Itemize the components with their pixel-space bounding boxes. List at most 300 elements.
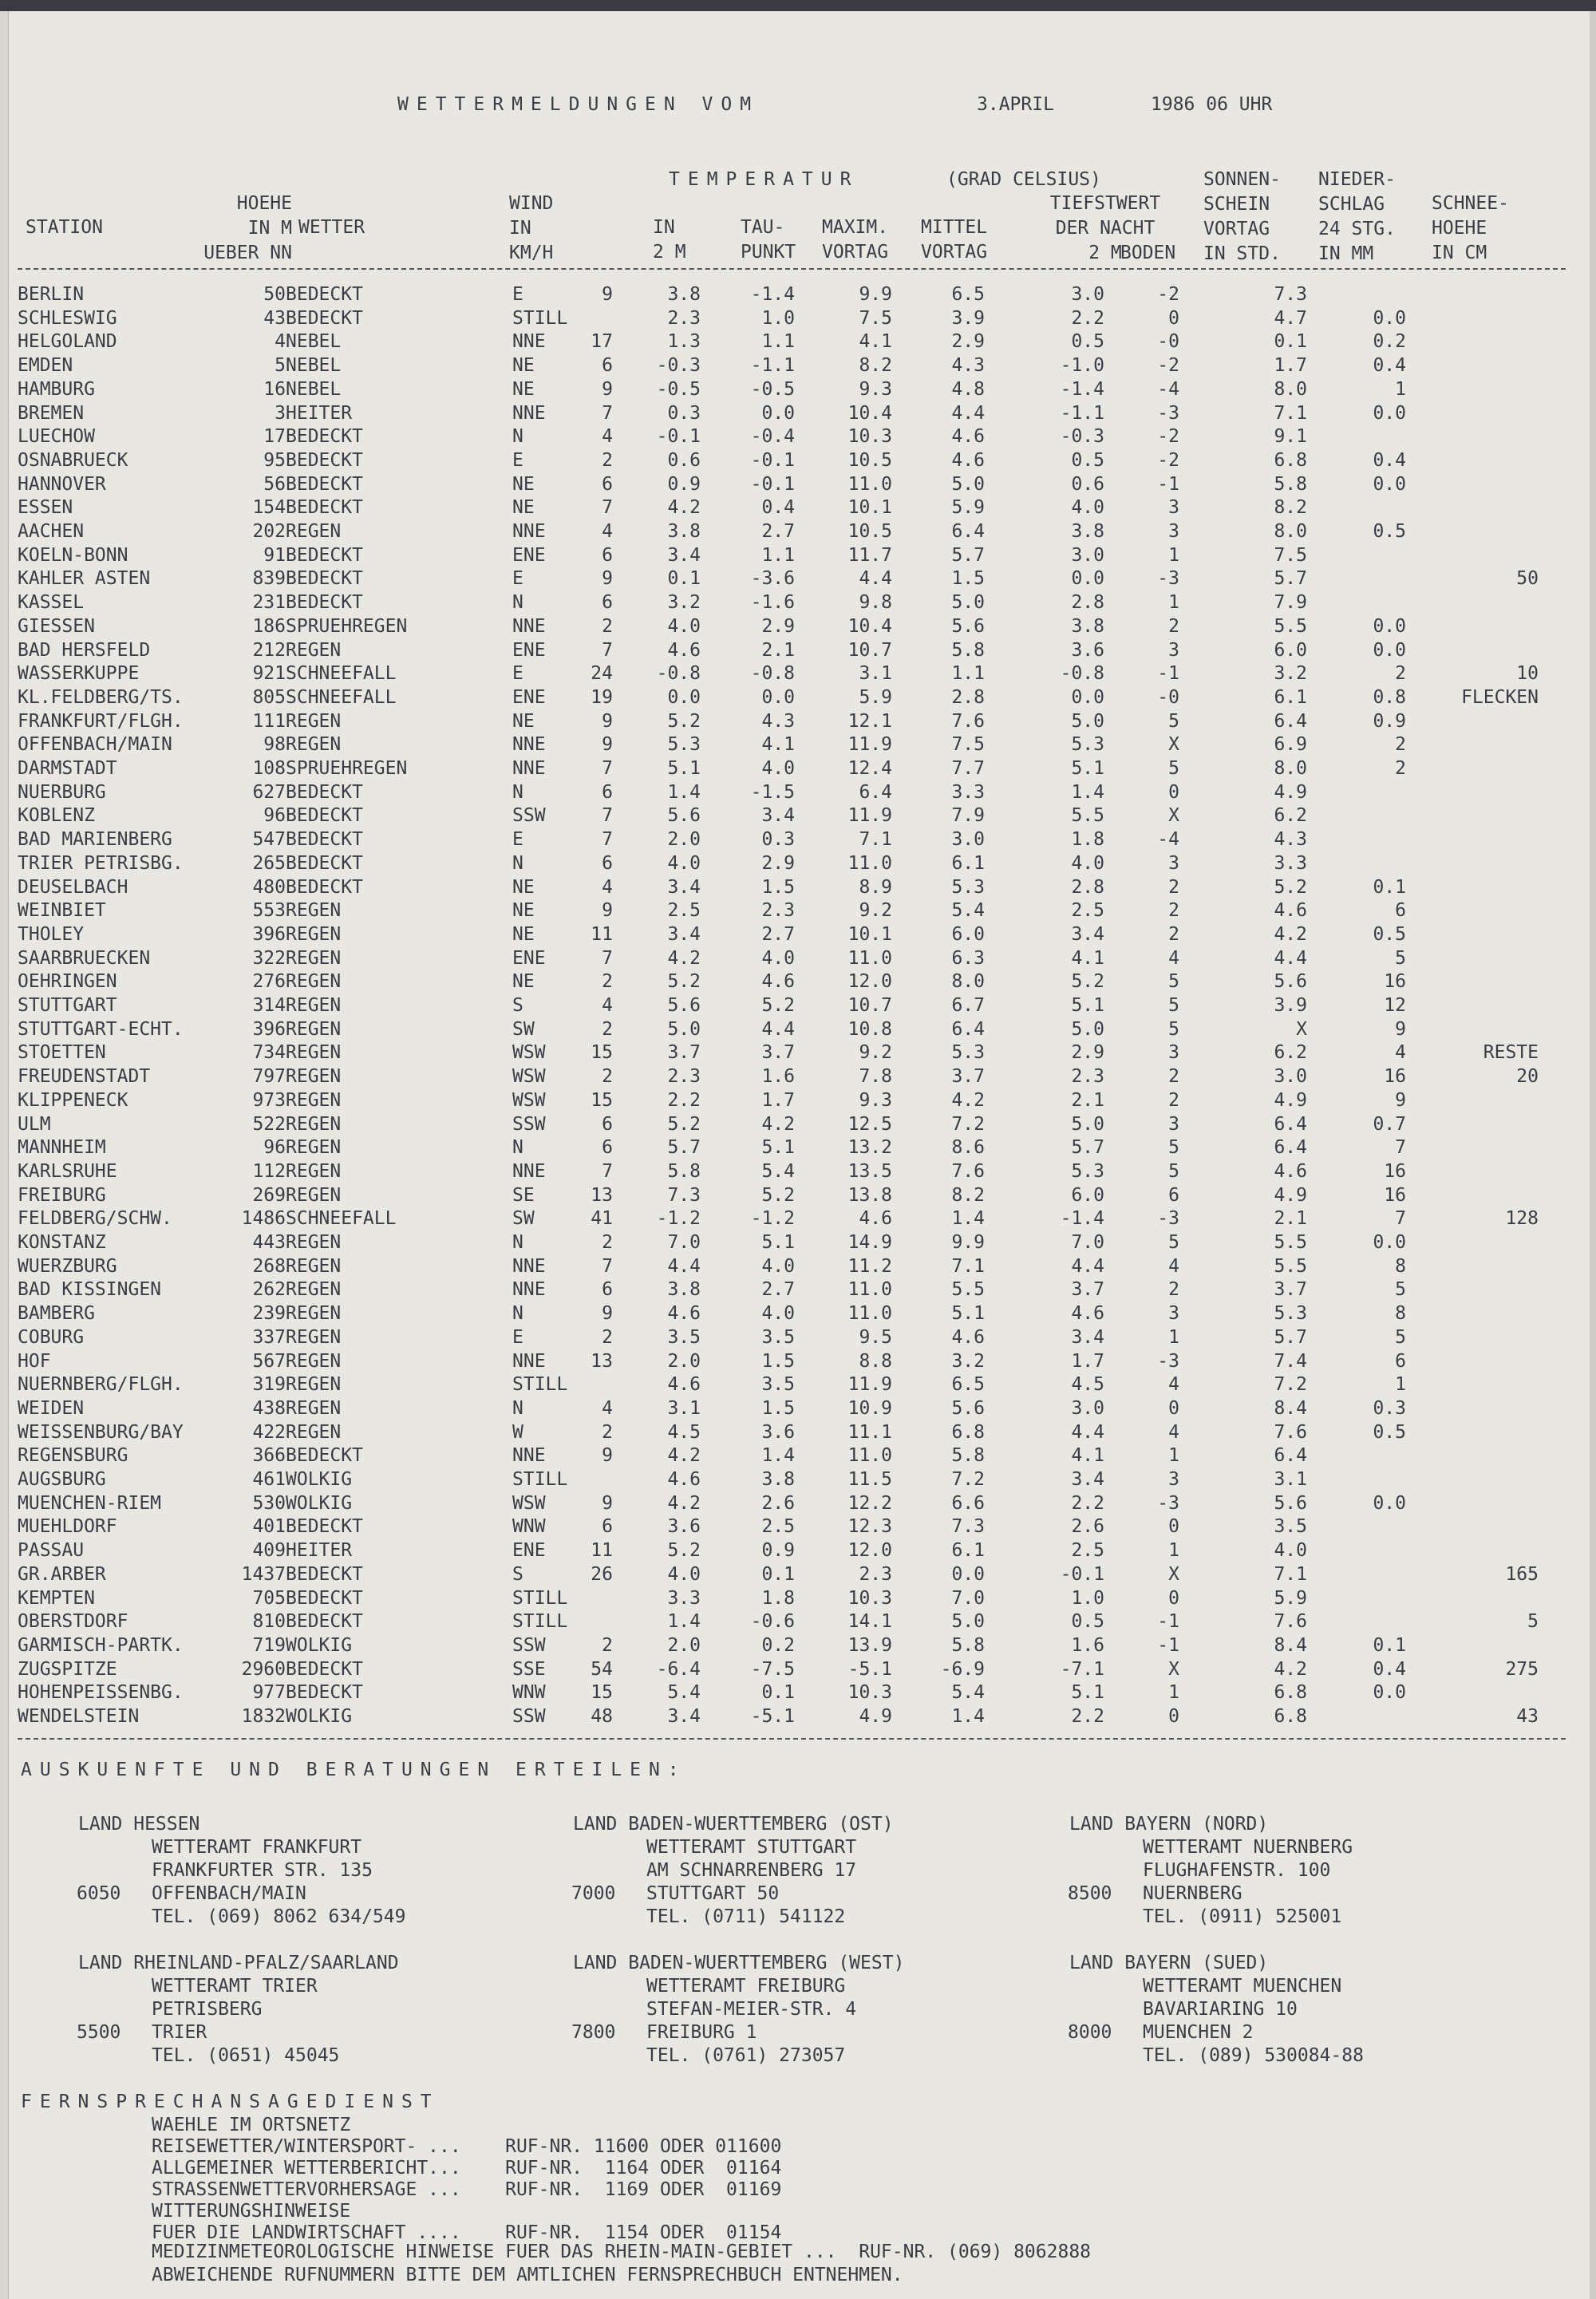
title-time: 1986 06 UHR [1151,94,1273,115]
cell-in-2m: 5.7 [667,1137,701,1159]
table-row [14,591,1578,614]
cell-tiefst: 0.5 [1071,331,1104,353]
header-in-2m: IN 2 M [653,217,686,263]
cell-wind-dir: ENE [512,686,546,708]
cell-wetter: REGEN [286,1137,342,1159]
cell-sonne: 3.1 [1274,1469,1307,1490]
auskunft-tel: TEL. (0651) 45045 [152,2045,340,2066]
cell-wind-dir: NE [512,497,535,519]
cell-wetter: WOLKIG [286,1634,353,1656]
cell-wind-spd: 9 [602,284,613,305]
cell-station: ULM [18,1113,51,1135]
cell-station: BAD MARIENBERG [18,829,172,851]
cell-hoehe: 567 [252,1350,286,1372]
cell-wind-dir: SW [512,1018,535,1040]
cell-boden: 3 [1168,1113,1179,1135]
header-temperatur: TEMPERATUR [669,169,859,190]
table-row [14,1017,1578,1041]
cell-in-2m: 2.2 [667,1089,701,1111]
cell-wetter: SCHNEEFALL [286,663,397,685]
cell-hoehe: 366 [252,1445,286,1467]
cell-wind-dir: NNE [512,521,546,542]
cell-wind-dir: S [512,1563,523,1585]
cell-schnee: RESTE [1483,1042,1539,1064]
cell-taupunkt: 5.1 [761,1232,795,1253]
cell-sonne: 6.8 [1274,1682,1307,1704]
cell-wetter: BEDECKT [286,1445,363,1467]
cell-mittel: 5.8 [951,639,985,661]
cell-wetter: HEITER [286,402,353,424]
cell-taupunkt: 3.5 [761,1374,795,1396]
cell-in-2m: 4.0 [667,852,701,874]
cell-in-2m: 3.2 [667,592,701,614]
cell-wind-spd: 7 [602,829,613,851]
table-row [14,330,1578,354]
cell-mittel: 7.2 [951,1113,985,1135]
cell-boden: 0 [1168,1587,1179,1609]
cell-hoehe: 276 [252,971,286,993]
cell-nieder: 0.1 [1373,876,1406,898]
cell-taupunkt: 1.5 [761,1397,795,1419]
cell-nieder: 0.4 [1373,1658,1406,1680]
cell-boden: -1 [1157,473,1179,495]
cell-in-2m: 7.3 [667,1184,701,1206]
cell-tiefst: 3.4 [1071,923,1104,945]
cell-nieder: 1 [1395,378,1406,400]
cell-wind-dir: WSW [512,1066,546,1088]
cell-taupunkt: 2.6 [761,1492,795,1514]
table-row [14,377,1578,401]
table-row [14,875,1578,899]
cell-wetter: WOLKIG [286,1469,353,1490]
cell-schnee: 5 [1527,1611,1539,1633]
cell-taupunkt: -0.4 [750,426,795,448]
cell-hoehe: 96 [263,1137,286,1159]
cell-boden: -3 [1157,1492,1179,1514]
cell-boden: 0 [1168,1516,1179,1538]
cell-wind-spd: 9 [602,1492,613,1514]
cell-boden: 4 [1168,947,1179,969]
cell-mittel: 3.7 [951,1066,985,1088]
cell-tiefst: -1.1 [1060,402,1104,424]
cell-sonne: 5.2 [1274,876,1307,898]
cell-wind-dir: W [512,1421,523,1443]
table-row [14,1230,1578,1254]
cell-in-2m: 2.0 [667,1634,701,1656]
cell-boden: 2 [1168,876,1179,898]
table-row [14,282,1578,306]
cell-mittel: 4.2 [951,1089,985,1111]
cell-taupunkt: 5.2 [761,1184,795,1206]
cell-wind-dir: NNE [512,1445,546,1467]
cell-sonne: 7.5 [1274,544,1307,566]
cell-hoehe: 1832 [241,1706,286,1727]
table-row [14,1065,1578,1088]
cell-mittel: 7.2 [951,1469,985,1490]
cell-wetter: REGEN [286,1303,342,1325]
cell-wind-dir: SSE [512,1658,546,1680]
cell-sonne: 7.2 [1274,1374,1307,1396]
cell-hoehe: 265 [252,852,286,874]
cell-mittel: 8.0 [951,971,985,993]
cell-wind-dir: NNE [512,402,546,424]
cell-boden: -2 [1157,284,1179,305]
cell-schnee: 43 [1516,1706,1539,1727]
table-row [14,1444,1578,1467]
cell-taupunkt: 0.2 [761,1634,795,1656]
cell-wetter: HEITER [286,1540,353,1562]
cell-wind-spd: 24 [591,663,613,685]
auskunft-land: LAND RHEINLAND-PFALZ/SAARLAND [78,1953,399,1973]
cell-wetter: BEDECKT [286,1563,363,1585]
cell-tiefst: 1.0 [1071,1587,1104,1609]
cell-hoehe: 480 [252,876,286,898]
cell-hoehe: 396 [252,1018,286,1040]
cell-in-2m: 4.5 [667,1421,701,1443]
header-sonnenschein: SONNEN- SCHEIN VORTAG IN STD. [1203,169,1281,264]
cell-in-2m: -0.3 [656,355,701,377]
cell-wind-spd: 6 [602,1516,613,1538]
cell-station: KAHLER ASTEN [18,568,151,590]
cell-maxim: 4.1 [859,331,892,353]
cell-station: EMDEN [18,355,73,377]
cell-boden: -4 [1157,829,1179,851]
cell-station: OSNABRUECK [18,449,128,471]
cell-wetter: REGEN [286,1018,342,1040]
scan-top-border [0,0,1596,11]
fernsprech-line: WITTERUNGSHINWEISE [152,2201,351,2222]
cell-wind-spd: 6 [602,592,613,614]
cell-wind-dir: NNE [512,1160,546,1182]
cell-hoehe: 2960 [241,1658,286,1680]
header-schneehoehe: SCHNEE- HOEHE IN CM [1432,193,1509,263]
cell-hoehe: 108 [252,758,286,779]
cell-mittel: 6.1 [951,852,985,874]
cell-taupunkt: 2.9 [761,615,795,637]
cell-taupunkt: 3.4 [761,805,795,827]
cell-mittel: 2.9 [951,331,985,353]
cell-boden: 3 [1168,639,1179,661]
cell-hoehe: 319 [252,1374,286,1396]
cell-hoehe: 973 [252,1089,286,1111]
cell-wind-dir: NNE [512,1279,546,1301]
cell-wetter: REGEN [286,1326,342,1348]
cell-station: STUTTGART [18,995,117,1016]
cell-wind-spd: 7 [602,497,613,519]
cell-sonne: 5.5 [1274,1232,1307,1253]
cell-tiefst: 2.2 [1071,1706,1104,1727]
cell-nieder: 7 [1395,1208,1406,1230]
cell-mittel: 5.6 [951,615,985,637]
cell-wetter: NEBEL [286,355,342,377]
cell-wind-spd: 48 [591,1706,613,1727]
cell-hoehe: 96 [263,805,286,827]
cell-taupunkt: -0.1 [750,473,795,495]
cell-taupunkt: 2.3 [761,900,795,922]
cell-tiefst: 2.5 [1071,1540,1104,1562]
cell-nieder: 6 [1395,1350,1406,1372]
cell-wetter: REGEN [286,710,342,732]
cell-taupunkt: -1.4 [750,284,795,305]
cell-mittel: 7.7 [951,758,985,779]
cell-wind-dir: WSW [512,1042,546,1064]
cell-mittel: 6.4 [951,1018,985,1040]
cell-wetter: BEDECKT [286,473,363,495]
cell-wetter: BEDECKT [286,852,363,874]
cell-wetter: REGEN [286,1113,342,1135]
cell-wind-dir: ENE [512,544,546,566]
cell-mittel: 1.4 [951,1208,985,1230]
cell-hoehe: 4 [275,331,286,353]
cell-in-2m: 3.4 [667,876,701,898]
cell-in-2m: 4.6 [667,1374,701,1396]
cell-tiefst: 4.1 [1071,947,1104,969]
cell-taupunkt: 2.7 [761,521,795,542]
cell-taupunkt: 2.7 [761,1279,795,1301]
cell-maxim: 6.4 [859,781,892,803]
cell-station: BAMBERG [18,1303,95,1325]
cell-wind-spd: 4 [602,1397,613,1419]
auskunft-city: NUERNBERG [1143,1883,1242,1904]
cell-wind-spd: 6 [602,355,613,377]
cell-sonne: 4.9 [1274,1089,1307,1111]
cell-tiefst: -0.8 [1060,663,1104,685]
cell-station: BREMEN [18,402,85,424]
header-taupunkt: TAU- PUNKT [741,217,796,263]
cell-in-2m: 4.6 [667,1303,701,1325]
cell-maxim: 12.5 [847,1113,892,1135]
cell-wind-spd: 2 [602,449,613,471]
cell-taupunkt: -0.6 [750,1611,795,1633]
cell-station: GIESSEN [18,615,95,637]
cell-tiefst: 3.7 [1071,1279,1104,1301]
cell-boden: 3 [1168,1469,1179,1490]
cell-in-2m: 2.0 [667,1350,701,1372]
cell-hoehe: 16 [263,378,286,400]
cell-wetter: REGEN [286,995,342,1016]
cell-hoehe: 522 [252,1113,286,1135]
cell-maxim: 7.5 [859,307,892,329]
cell-maxim: 10.4 [847,615,892,637]
cell-wind-dir: E [512,663,523,685]
cell-station: REGENSBURG [18,1445,128,1467]
cell-hoehe: 705 [252,1587,286,1609]
cell-wind-spd: 4 [602,876,613,898]
cell-sonne: 0.1 [1274,331,1307,353]
cell-schnee: 10 [1516,663,1539,685]
cell-hoehe: 337 [252,1326,286,1348]
table-row [14,1373,1578,1396]
cell-nieder: 0.4 [1373,355,1406,377]
cell-hoehe: 409 [252,1540,286,1562]
auskunft-office: WETTERAMT FRANKFURT [152,1837,362,1858]
cell-maxim: 10.7 [847,639,892,661]
table-row [14,946,1578,970]
cell-taupunkt: -1.6 [750,592,795,614]
cell-mittel: 5.4 [951,900,985,922]
page-right-edge [1590,11,1596,2299]
cell-in-2m: 5.1 [667,758,701,779]
table-row [14,1088,1578,1112]
cell-station: WASSERKUPPE [18,663,140,685]
cell-boden: X [1168,734,1179,756]
cell-station: LUECHOW [18,426,95,448]
cell-hoehe: 50 [263,284,286,305]
cell-tiefst: 0.6 [1071,473,1104,495]
cell-tiefst: 2.6 [1071,1516,1104,1538]
cell-taupunkt: 5.2 [761,995,795,1016]
cell-boden: -0 [1157,686,1179,708]
cell-wetter: BEDECKT [286,568,363,590]
cell-nieder: 0.3 [1373,1397,1406,1419]
cell-sonne: 6.4 [1274,1445,1307,1467]
cell-in-2m: 4.2 [667,497,701,519]
cell-taupunkt: 1.1 [761,331,795,353]
cell-station: KOBLENZ [18,805,95,827]
cell-tiefst: 3.4 [1071,1469,1104,1490]
cell-mittel: 4.6 [951,449,985,471]
cell-wind-dir: SSW [512,1634,546,1656]
cell-taupunkt: 5.4 [761,1160,795,1182]
cell-taupunkt: 0.4 [761,497,795,519]
cell-wind-spd: 2 [602,1066,613,1088]
cell-sonne: 1.7 [1274,355,1307,377]
cell-station: KLIPPENECK [18,1089,128,1111]
cell-nieder: 0.0 [1373,1492,1406,1514]
cell-hoehe: 212 [252,639,286,661]
cell-wind-dir: E [512,284,523,305]
table-row [14,1610,1578,1633]
cell-wind-spd: 2 [602,1634,613,1656]
table-row [14,638,1578,662]
cell-station: HOHENPEISSENBG. [18,1682,184,1704]
cell-sonne: 7.9 [1274,592,1307,614]
cell-maxim: 11.0 [847,1303,892,1325]
cell-tiefst: -0.1 [1060,1563,1104,1585]
header-mittel: MITTEL VORTAG [921,217,988,263]
cell-hoehe: 810 [252,1611,286,1633]
cell-station: HELGOLAND [18,331,117,353]
table-row [14,1586,1578,1610]
cell-maxim: 11.0 [847,852,892,874]
table-row [14,922,1578,946]
cell-in-2m: 0.0 [667,686,701,708]
cell-hoehe: 1486 [241,1208,286,1230]
cell-wetter: SPRUEHREGEN [286,758,408,779]
cell-hoehe: 547 [252,829,286,851]
cell-taupunkt: 4.0 [761,758,795,779]
cell-maxim: 11.7 [847,544,892,566]
cell-station: KEMPTEN [18,1587,95,1609]
cell-wind-spd: 15 [591,1089,613,1111]
cell-wetter: REGEN [286,1421,342,1443]
cell-boden: 2 [1168,923,1179,945]
cell-tiefst: 1.8 [1071,829,1104,851]
cell-maxim: 10.9 [847,1397,892,1419]
cell-maxim: 9.9 [859,284,892,305]
cell-wind-spd: 4 [602,995,613,1016]
cell-wetter: BEDECKT [286,781,363,803]
cell-wind-spd: 17 [591,331,613,353]
cell-hoehe: 805 [252,686,286,708]
cell-mittel: 1.1 [951,663,985,685]
cell-schnee: 275 [1505,1658,1539,1680]
cell-maxim: 11.0 [847,1445,892,1467]
cell-wetter: REGEN [286,1374,342,1396]
cell-wind-spd: 6 [602,1279,613,1301]
cell-mittel: 7.6 [951,1160,985,1182]
cell-station: MUENCHEN-RIEM [18,1492,162,1514]
auskunft-tel: TEL. (0711) 541122 [646,1906,846,1927]
cell-maxim: 10.4 [847,402,892,424]
cell-sonne: 3.3 [1274,852,1307,874]
cell-wind-dir: N [512,592,523,614]
cell-in-2m: 4.2 [667,1492,701,1514]
cell-in-2m: 2.5 [667,900,701,922]
cell-taupunkt: 0.3 [761,829,795,851]
fernsprech-line: REISEWETTER/WINTERSPORT- ... RUF-NR. 11600 ODER 011600 [152,2136,782,2157]
cell-nieder: 7 [1395,1137,1406,1159]
table-row [14,401,1578,425]
cell-mittel: 5.0 [951,1611,985,1633]
cell-wind-spd: 2 [602,1018,613,1040]
cell-tiefst: -1.0 [1060,355,1104,377]
cell-sonne: 4.3 [1274,829,1307,851]
cell-sonne: 4.6 [1274,1160,1307,1182]
title-date: 3.APRIL [977,94,1054,115]
cell-hoehe: 627 [252,781,286,803]
cell-mittel: 5.0 [951,592,985,614]
auskunft-street: FRANKFURTER STR. 135 [152,1860,373,1881]
table-row [14,1539,1578,1562]
header-hoehe: HOEHE IN M UEBER NN [203,193,292,263]
cell-station: AACHEN [18,521,85,542]
cell-hoehe: 461 [252,1469,286,1490]
cell-station: HAMBURG [18,378,95,400]
cell-station: GARMISCH-PARTK. [18,1634,184,1656]
cell-tiefst: 0.5 [1071,449,1104,471]
cell-wind-spd: 9 [602,568,613,590]
cell-tiefst: 2.5 [1071,900,1104,922]
cell-maxim: 8.9 [859,876,892,898]
table-row [14,1254,1578,1278]
fernsprech-line: ALLGEMEINER WETTERBERICHT... RUF-NR. 1164 ODER 01164 [152,2158,782,2179]
cell-boden: 4 [1168,1421,1179,1443]
cell-taupunkt: 5.1 [761,1137,795,1159]
cell-mittel: -6.9 [940,1658,985,1680]
cell-hoehe: 91 [263,544,286,566]
table-row [14,1633,1578,1657]
table-row [14,899,1578,922]
cell-wind-spd: 9 [602,710,613,732]
cell-maxim: 11.5 [847,1469,892,1490]
cell-wind-dir: E [512,568,523,590]
cell-boden: -3 [1157,1208,1179,1230]
cell-mittel: 7.1 [951,1255,985,1277]
auskunft-city: STUTTGART 50 [646,1883,780,1904]
cell-station: WENDELSTEIN [18,1706,140,1727]
cell-taupunkt: 4.0 [761,947,795,969]
cell-in-2m: 5.2 [667,710,701,732]
cell-maxim: 12.0 [847,971,892,993]
cell-wetter: BEDECKT [286,1658,363,1680]
cell-taupunkt: 2.9 [761,852,795,874]
cell-schnee: FLECKEN [1461,686,1539,708]
header-niederschlag: NIEDER- SCHLAG 24 STG. IN MM [1318,169,1396,264]
auskunft-plz: 8000 [1068,2022,1112,2043]
cell-nieder: 8 [1395,1255,1406,1277]
cell-taupunkt: -0.8 [750,663,795,685]
